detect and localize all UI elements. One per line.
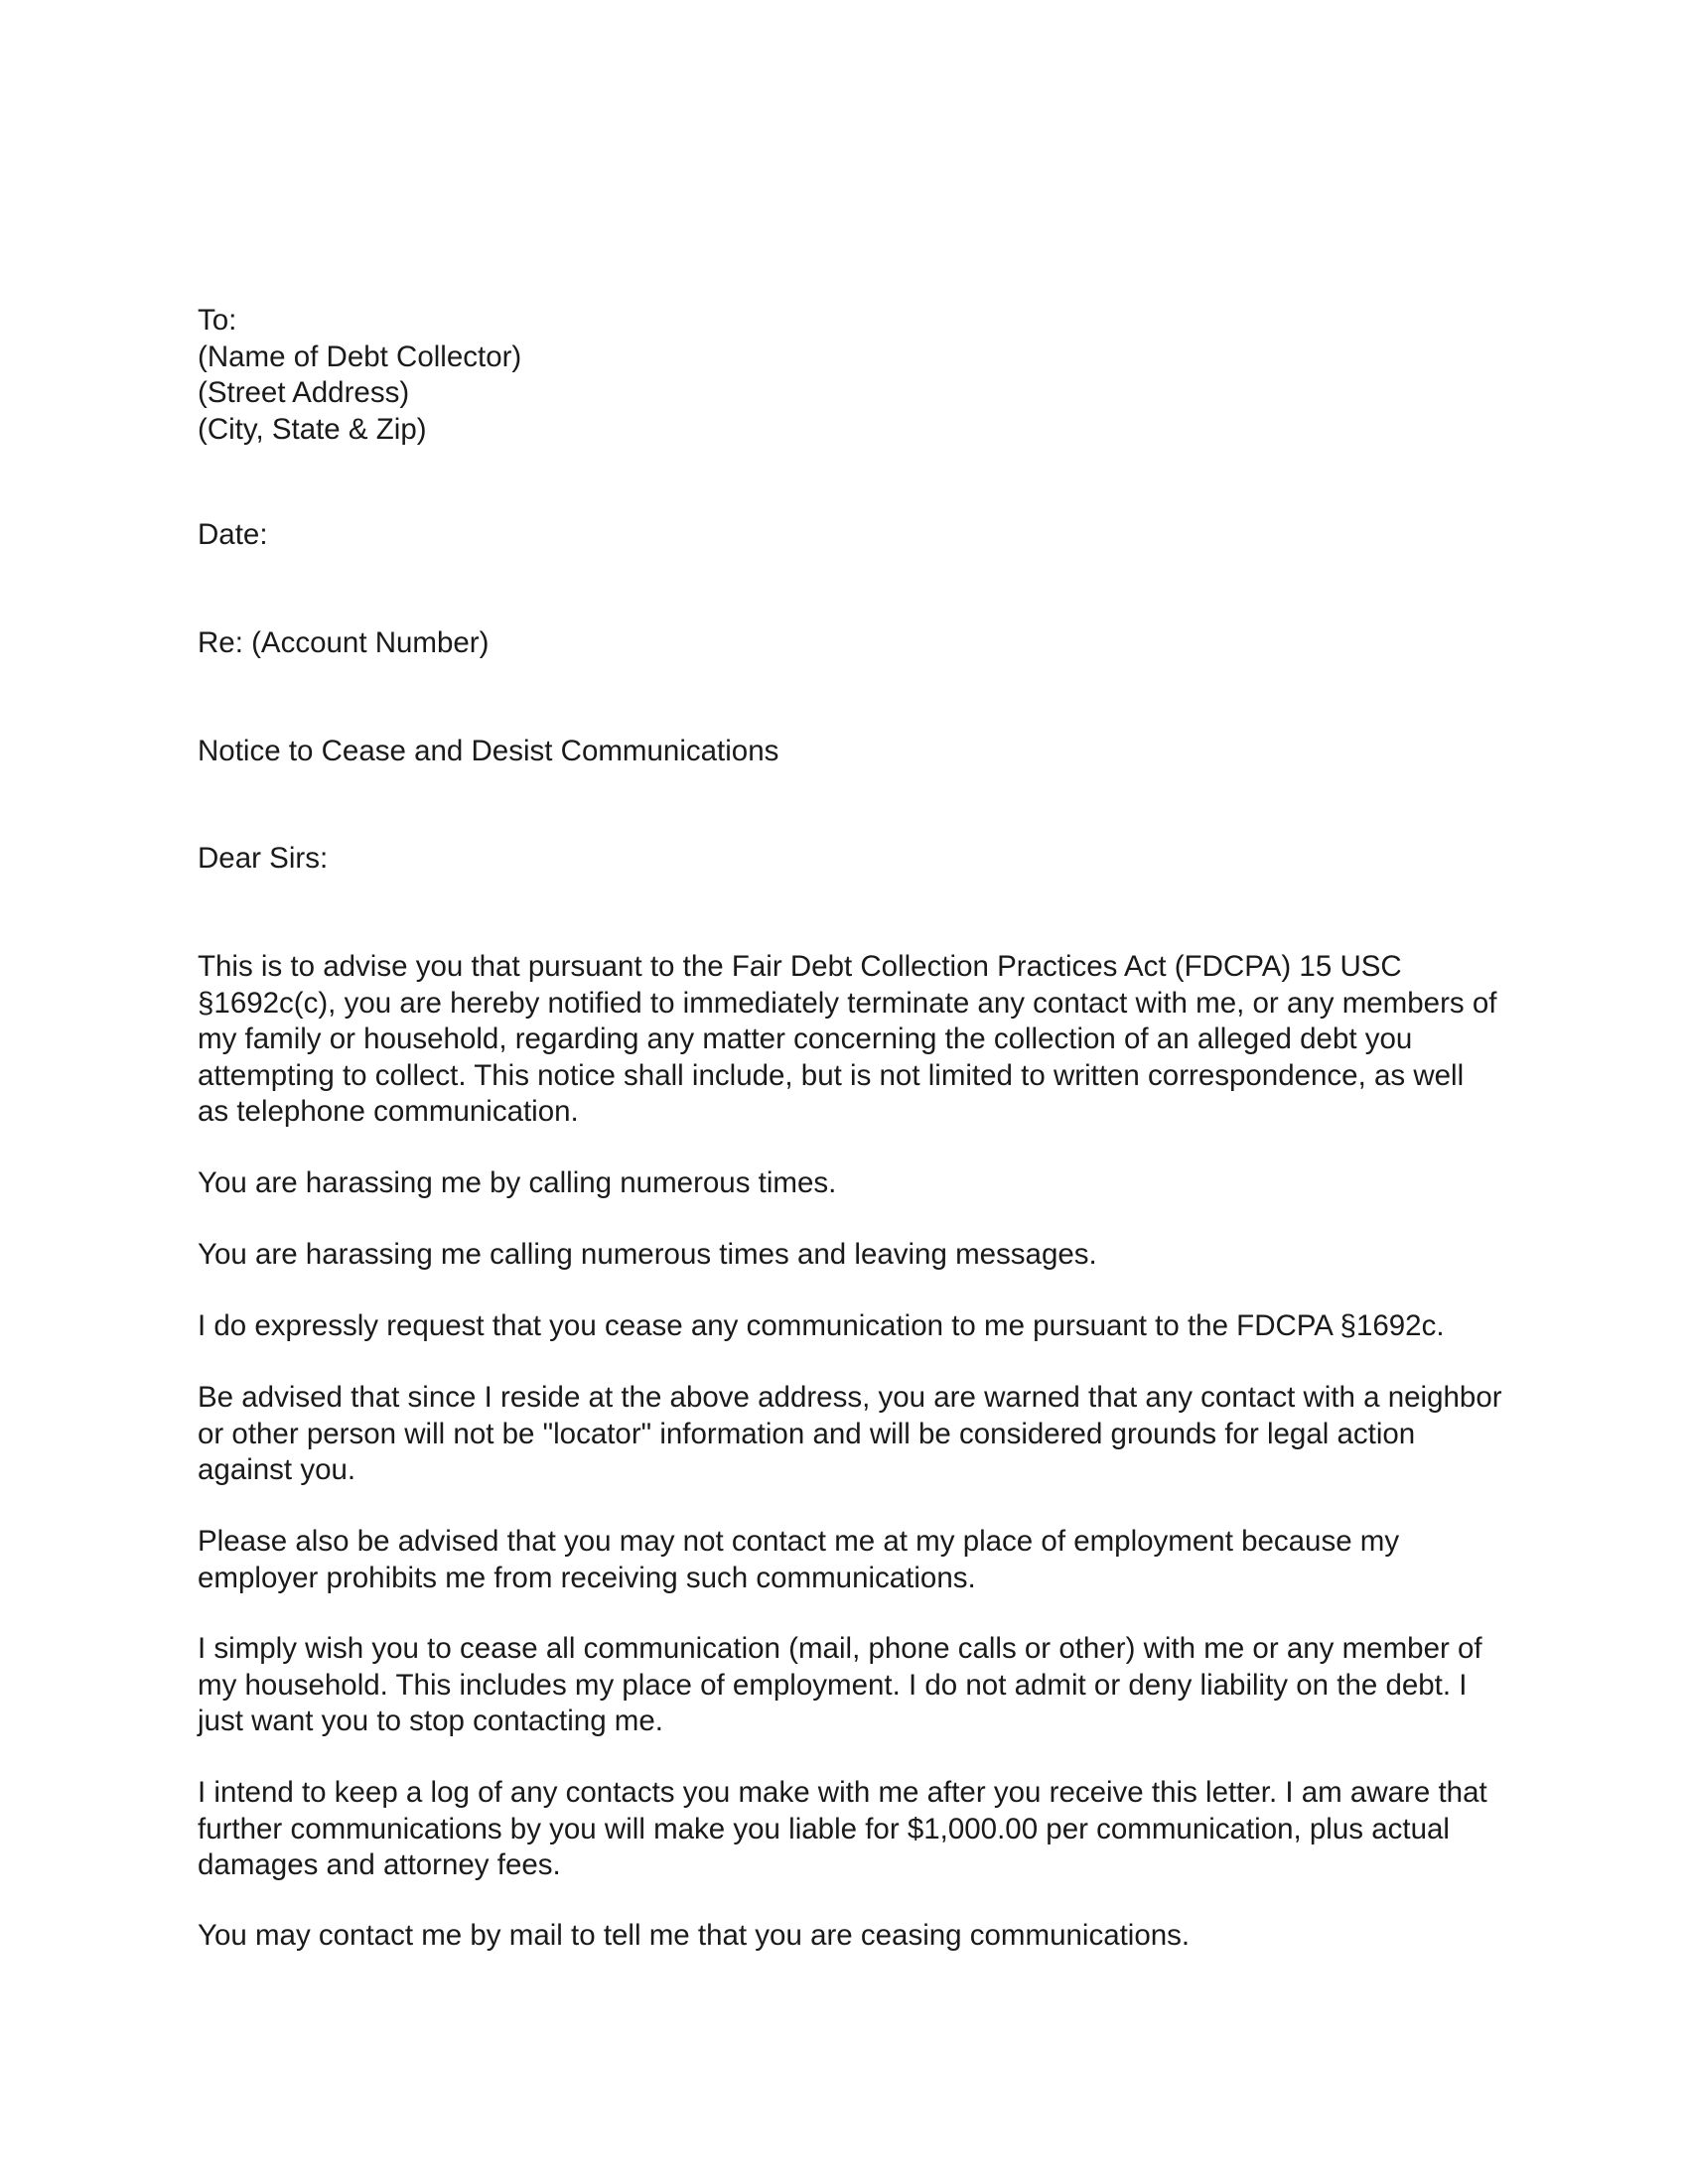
paragraph-cease-all xyxy=(198,1631,1498,1740)
paragraph-line: I do expressly request that you cease any communication to me pursuant to the FDCPA §1692c. xyxy=(198,1309,1445,1342)
paragraph-line: against you. xyxy=(198,1453,356,1486)
date-label: Date: xyxy=(198,518,268,551)
paragraph-line: You are harassing me by calling numerous times. xyxy=(198,1166,837,1199)
paragraph-line: my family or household, regarding any matter concerning the collection of an alleged debt you xyxy=(198,1023,1413,1055)
paragraph-line: as telephone communication. xyxy=(198,1095,579,1128)
paragraph-employment xyxy=(198,1524,1498,1596)
salutation-line xyxy=(198,841,1498,878)
paragraph-contact-log xyxy=(198,1775,1498,1884)
paragraph-line: §1692c(c), you are hereby notified to immediately terminate any contact with me, or any members of xyxy=(198,986,1497,1020)
paragraph-contact-by-mail xyxy=(198,1918,1498,1955)
recipient-block xyxy=(198,303,1498,448)
paragraph-line: I simply wish you to cease all communication (mail, phone calls or other) with me or any member of xyxy=(198,1632,1482,1665)
paragraph-cease-request xyxy=(198,1308,1498,1345)
paragraph-line: my household. This includes my place of employment. I do not admit or deny liability on the debt. I xyxy=(198,1668,1468,1702)
paragraph-line: You may contact me by mail to tell me that you are ceasing communications. xyxy=(198,1919,1191,1952)
paragraph-harassing-calls xyxy=(198,1165,1498,1202)
paragraph-line: further communications by you will make you liable for $1,000.00 per communication, plus actual xyxy=(198,1812,1450,1845)
paragraph-line: This is to advise you that pursuant to the Fair Debt Collection Practices Act (FDCPA) 15 USC xyxy=(198,950,1402,983)
letter-subject: Notice to Cease and Desist Communications xyxy=(198,735,779,767)
paragraph-line: damages and attorney fees. xyxy=(198,1848,561,1881)
paragraph-line: You are harassing me calling numerous times and leaving messages. xyxy=(198,1238,1097,1271)
salutation: Dear Sirs: xyxy=(198,842,329,875)
paragraph-harassing-messages xyxy=(198,1237,1498,1274)
date-line xyxy=(198,517,1498,554)
to-label: To: xyxy=(198,304,237,337)
paragraph-fdcpa-notice xyxy=(198,949,1498,1131)
account-reference: Re: (Account Number) xyxy=(198,626,490,659)
recipient-street: (Street Address) xyxy=(198,376,410,409)
paragraph-line: Be advised that since I reside at the above address, you are warned that any contact with a neighbor xyxy=(198,1381,1502,1414)
subject-line xyxy=(198,734,1498,770)
paragraph-line: or other person will not be "locator" information and will be considered grounds for legal action xyxy=(198,1417,1416,1450)
recipient-name: (Name of Debt Collector) xyxy=(198,340,522,373)
reference-line xyxy=(198,625,1498,662)
paragraph-line: Please also be advised that you may not contact me at my place of employment because my xyxy=(198,1525,1400,1558)
recipient-city-state-zip: (City, State & Zip) xyxy=(198,412,427,446)
paragraph-line: I intend to keep a log of any contacts you make with me after you receive this letter. I am aware that xyxy=(198,1776,1487,1809)
paragraph-line: attempting to collect. This notice shall include, but is not limited to written correspondence, as well xyxy=(198,1058,1465,1092)
paragraph-line: employer prohibits me from receiving such communications. xyxy=(198,1561,976,1594)
paragraph-line: just want you to stop contacting me. xyxy=(198,1705,663,1737)
paragraph-locator-warning xyxy=(198,1380,1502,1489)
